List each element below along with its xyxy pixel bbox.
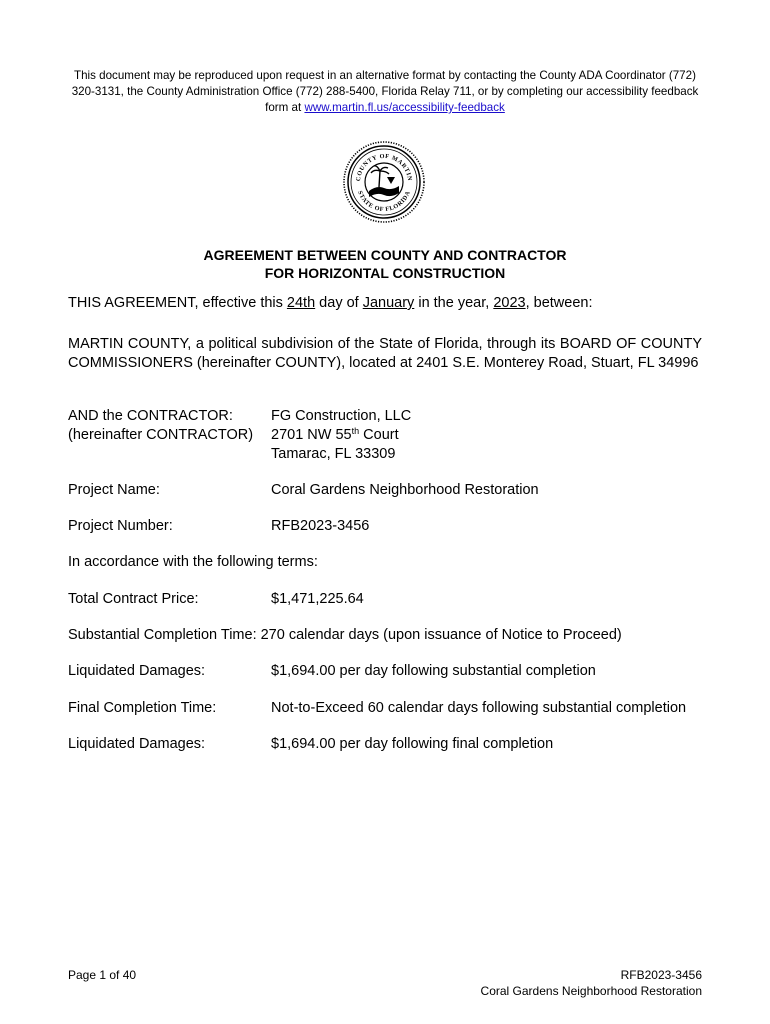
project-name-label: Project Name: <box>68 482 160 498</box>
project-number-label: Project Number: <box>68 518 173 534</box>
agreement-intro <box>68 294 702 313</box>
accessibility-feedback-link[interactable]: www.martin.fl.us/accessibility-feedback <box>304 101 505 114</box>
total-contract-price-label: Total Contract Price: <box>68 591 199 607</box>
footer-project-info <box>481 967 702 999</box>
liquidated-damages-label-1: Liquidated Damages: <box>68 663 206 679</box>
terms-intro: In accordance with the following terms: <box>68 554 318 570</box>
intro-prefix: THIS AGREEMENT, effective this <box>68 295 287 311</box>
intro-suffix: , between: <box>525 295 593 311</box>
intro-day: 24th <box>286 295 316 311</box>
substantial-completion-row <box>68 626 708 645</box>
agreement-title <box>70 246 700 282</box>
substantial-completion-label: Substantial Completion Time: <box>68 627 257 643</box>
footer-rfb-number: RFB2023-3456 <box>620 968 702 982</box>
seal-top-text: COUNTY OF MARTIN <box>354 152 414 182</box>
accessibility-notice <box>70 68 700 116</box>
title-line-1: AGREEMENT BETWEEN COUNTY AND CONTRACTOR <box>203 247 567 263</box>
liquidated-damages-value-1: $1,694.00 per day following substantial completion <box>271 663 596 679</box>
seal-bottom-text: STATE OF FLORIDA <box>356 189 412 214</box>
contractor-address <box>271 426 399 445</box>
final-completion-value: Not-to-Exceed 60 calendar days following substantial completion <box>271 700 687 716</box>
liquidated-damages-value-2: $1,694.00 per day following final completion <box>271 736 554 752</box>
address-street: 2701 NW 55 <box>271 427 352 443</box>
title-line-2: FOR HORIZONTAL CONSTRUCTION <box>264 265 506 281</box>
intro-year: 2023 <box>493 295 526 311</box>
liquidated-damages-label-2: Liquidated Damages: <box>68 736 206 752</box>
address-suffix-sup: th <box>351 426 360 436</box>
contractor-hereinafter-label: (hereinafter CONTRACTOR) <box>68 427 254 443</box>
project-number-value: RFB2023-3456 <box>271 518 370 534</box>
contractor-name: FG Construction, LLC <box>271 408 412 424</box>
intro-mid-1: day of <box>315 295 363 311</box>
contractor-label: AND the CONTRACTOR: <box>68 408 233 424</box>
county-seal-icon <box>343 141 425 223</box>
footer-project-name: Coral Gardens Neighborhood Restoration <box>480 984 702 998</box>
contractor-city: Tamarac, FL 33309 <box>271 446 396 462</box>
project-name-value: Coral Gardens Neighborhood Restoration <box>271 482 539 498</box>
intro-mid-2: in the year, <box>414 295 494 311</box>
final-completion-label: Final Completion Time: <box>68 700 217 716</box>
address-court: Court <box>359 427 399 443</box>
notice-text: This document may be reproduced upon request in an alternative format by contacting the County ADA Coordinator (772) 320-3131, the County Administration Office (772) 288-5400, Florida Relay 711, or by completing our accessibility feedback form at <box>71 69 699 114</box>
substantial-completion-value: 270 calendar days (upon issuance of Notice to Proceed) <box>256 627 622 643</box>
page-number: Page 1 of 40 <box>68 968 137 982</box>
total-contract-price-value: $1,471,225.64 <box>271 591 364 607</box>
intro-month: January <box>362 295 415 311</box>
county-paragraph: MARTIN COUNTY, a political subdivision of the State of Florida, through its BOARD OF COUNTY COMMISSIONERS (hereinafter COUNTY), located at 2401 S.E. Monterey Road, Stuart, FL 34996 <box>68 336 702 371</box>
